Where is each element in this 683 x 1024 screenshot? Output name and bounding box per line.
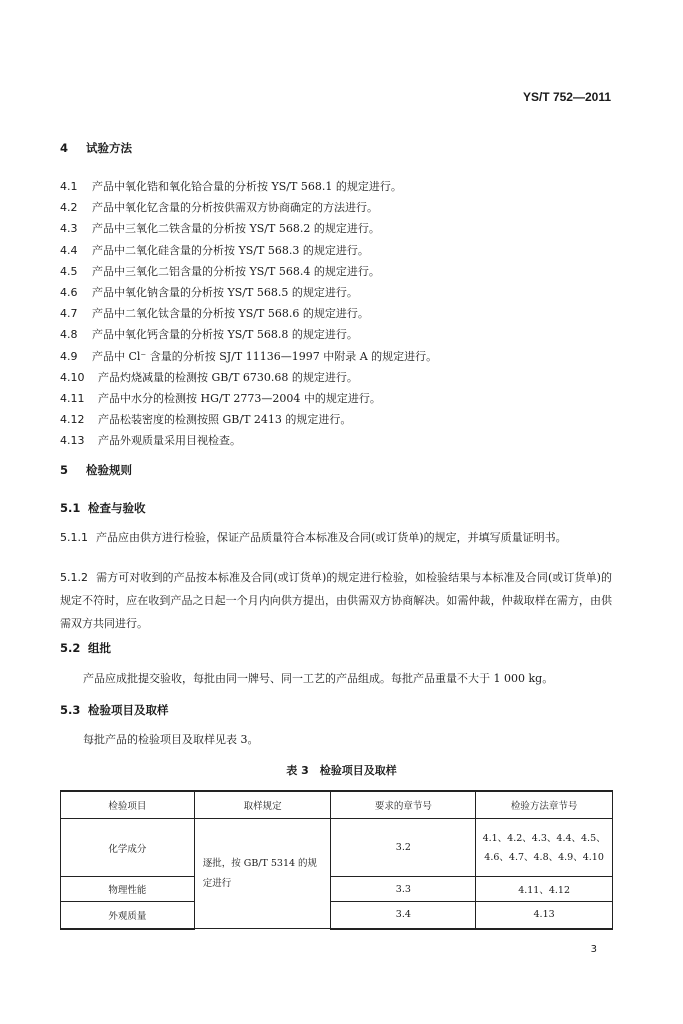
- table-row: [61, 902, 613, 929]
- section-number: 5: [60, 463, 69, 477]
- table-header-row: [61, 791, 613, 819]
- paragraph-5-3: 每批产品的检验项目及取样见表 3。: [83, 733, 259, 746]
- paragraph-5-2: 产品应成批提交验收，每批由同一牌号、同一工艺的产品组成。每批产品重量不大于 1 000 kg。: [83, 672, 554, 685]
- paragraph-5-1-2: [60, 566, 612, 635]
- clause-text: 产品灼烧减量的检测按 GB/T 6730.68 的规定进行。: [98, 370, 358, 384]
- row-item: 化学成分: [61, 819, 195, 877]
- row-requirement: 3.3: [331, 877, 476, 902]
- list-item: [60, 346, 437, 367]
- list-item: [60, 324, 358, 345]
- clause-number: 4.9: [60, 349, 78, 363]
- sampling-rule-cell: 逐批，按 GB/T 5314 的规定进行: [194, 819, 331, 929]
- clause-number: 4.3: [60, 222, 78, 236]
- header-method-clause: 检验方法章节号: [476, 791, 613, 819]
- list-item: [60, 409, 351, 430]
- clause-number: 4.12: [60, 413, 85, 427]
- section-4-heading: [60, 140, 132, 156]
- list-item: [60, 261, 380, 282]
- list-item: [60, 197, 378, 218]
- clause-number: 4.7: [60, 307, 78, 321]
- list-item: [60, 240, 369, 261]
- clause-text: 产品中三氧化二铁含量的分析按 YS/T 568.2 的规定进行。: [92, 222, 380, 236]
- clause-text: 产品应由供方进行检验，保证产品质量符合本标准及合同(或订货单)的规定，并填写质量证明书。: [96, 531, 567, 544]
- subsection-title: 检验项目及取样: [88, 703, 169, 717]
- subsection-5-1-heading: [60, 500, 146, 516]
- page-number: 3: [590, 944, 597, 955]
- clause-number: 5.1.1: [60, 531, 88, 544]
- subsection-number: 5.2: [60, 641, 81, 655]
- table-row: [61, 877, 613, 902]
- clause-text: 产品中三氧化二铝含量的分析按 YS/T 568.4 的规定进行。: [92, 264, 380, 278]
- row-item: 物理性能: [61, 877, 195, 902]
- row-requirement: 3.4: [331, 902, 476, 929]
- clause-number: 4.13: [60, 434, 85, 448]
- list-item: [60, 176, 402, 197]
- subsection-5-3-heading: [60, 702, 169, 718]
- clause-text: 需方可对收到的产品按本标准及合同(或订货单)的规定进行检验，如检验结果与本标准及合同(或订货单)的规定不符时，应在收到产品之日起一个月内向供方提出，由供需双方协商解决。如需仲裁，仲裁取样在需方，由供需双方共同进行。: [60, 571, 612, 630]
- subsection-title: 组批: [88, 641, 111, 655]
- clause-text: 产品中氧化钙含量的分析按 YS/T 568.8 的规定进行。: [92, 328, 358, 342]
- clause-number: 4.10: [60, 370, 85, 384]
- subsection-5-2-heading: [60, 640, 111, 656]
- clause-number: 4.1: [60, 180, 78, 193]
- method-line: 4.6、4.7、4.8、4.9、4.10: [484, 851, 604, 863]
- clause-text: 产品中 Cl⁻ 含量的分析按 SJ/T 11136—1997 中附录 A 的规定进行。: [92, 349, 438, 363]
- subsection-number: 5.1: [60, 501, 81, 515]
- header-sampling-rule: 取样规定: [194, 791, 331, 819]
- list-item: [60, 388, 381, 409]
- inspection-table: [60, 790, 613, 930]
- clause-text: 产品中水分的检测按 HG/T 2773—2004 中的规定进行。: [98, 392, 381, 405]
- section-number: 4: [60, 141, 69, 155]
- clause-number: 4.5: [60, 264, 78, 278]
- section-title: 检验规则: [86, 463, 132, 477]
- header-inspection-item: 检验项目: [61, 791, 195, 819]
- list-item: [60, 430, 241, 451]
- row-requirement: 3.2: [331, 819, 476, 877]
- table-3-title: 表 3 检验项目及取样: [286, 764, 397, 777]
- header-requirement-clause: 要求的章节号: [331, 791, 476, 819]
- list-item: [60, 282, 358, 303]
- clause-number: 4.2: [60, 201, 78, 215]
- table-row: [61, 819, 613, 877]
- list-item: [60, 303, 369, 324]
- clause-text: 产品松装密度的检测按照 GB/T 2413 的规定进行。: [98, 413, 352, 427]
- clause-text: 产品中二氧化钛含量的分析按 YS/T 568.6 的规定进行。: [92, 307, 369, 321]
- clause-text: 产品中氧化钠含量的分析按 YS/T 568.5 的规定进行。: [92, 286, 358, 299]
- clause-text: 产品中二氧化硅含量的分析按 YS/T 568.3 的规定进行。: [92, 243, 369, 257]
- clause-number: 5.1.2: [60, 571, 88, 584]
- section-5-heading: [60, 462, 132, 478]
- row-method: [476, 819, 613, 877]
- paragraph-5-1-1: [60, 526, 612, 549]
- clause-text: 产品外观质量采用目视检查。: [98, 434, 241, 448]
- clause-number: 4.6: [60, 286, 78, 299]
- method-line: 4.1、4.2、4.3、4.4、4.5、: [482, 832, 606, 844]
- row-method: 4.11、4.12: [476, 877, 613, 902]
- clause-number: 4.11: [60, 392, 85, 405]
- clause-text: 产品中氧化钇含量的分析按供需双方协商确定的方法进行。: [92, 201, 378, 215]
- subsection-number: 5.3: [60, 703, 81, 717]
- standard-code: YS/T 752—2011: [522, 90, 611, 104]
- clause-text: 产品中氧化锆和氧化铪合量的分析按 YS/T 568.1 的规定进行。: [92, 180, 402, 193]
- row-method: 4.13: [476, 902, 613, 929]
- subsection-title: 检查与验收: [88, 501, 146, 515]
- list-item: [60, 367, 358, 388]
- clause-number: 4.4: [60, 243, 78, 257]
- list-item: [60, 218, 380, 239]
- clause-number: 4.8: [60, 328, 78, 342]
- section-title: 试验方法: [86, 141, 132, 155]
- row-item: 外观质量: [61, 902, 195, 929]
